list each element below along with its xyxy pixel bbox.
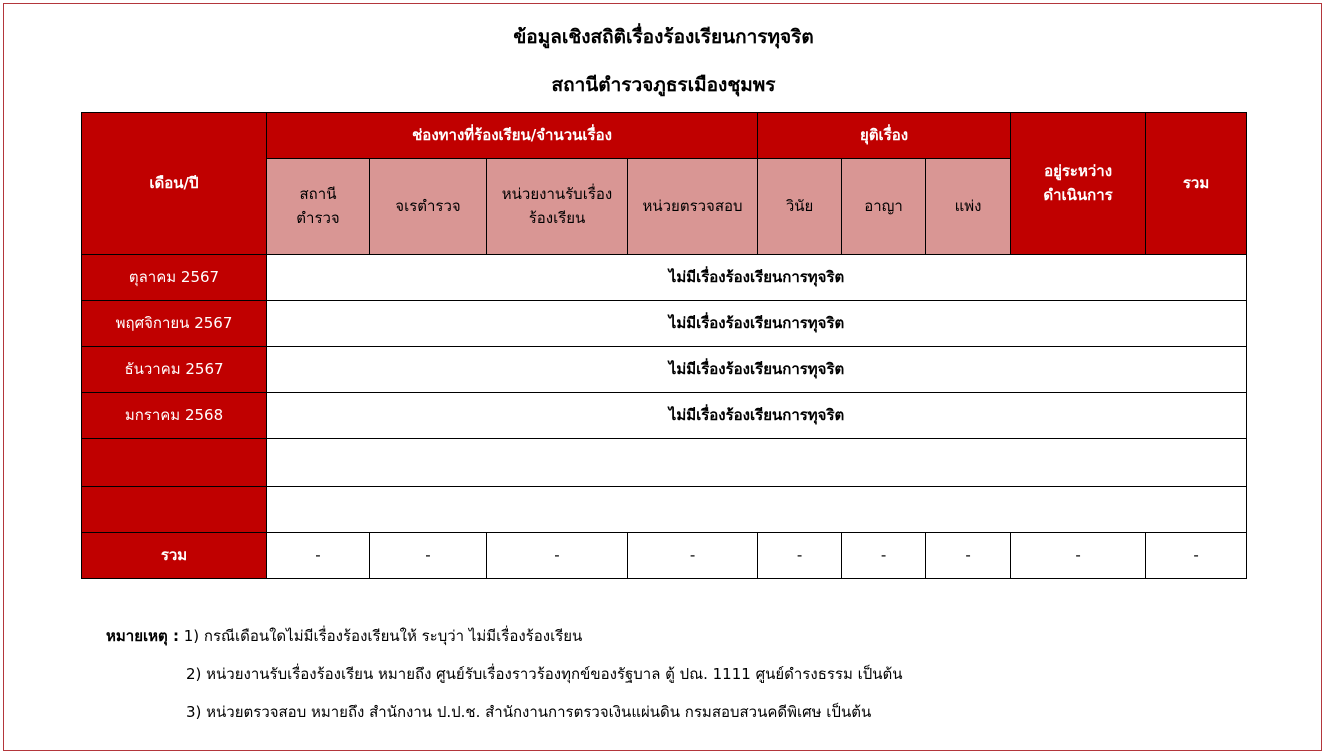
- total-cell: -: [370, 533, 487, 579]
- row-message: ไม่มีเรื่องร้องเรียนการทุจริต: [267, 255, 1247, 301]
- note-line-3: 3) หน่วยตรวจสอบ หมายถึง สำนักงาน ป.ป.ช. สำนักงานการตรวจเงินแผ่นดิน กรมสอบสวนคดีพิเศษ เป็นต้น: [186, 703, 872, 721]
- row-month: ธันวาคม 2567: [82, 347, 267, 393]
- subheader-audit-unit: หน่วยตรวจสอบ: [628, 159, 758, 255]
- total-cell: -: [758, 533, 842, 579]
- note-1-text: 1) กรณีเดือนใดไม่มีเรื่องร้องเรียนให้ ระบุว่า ไม่มีเรื่องร้องเรียน: [183, 627, 583, 645]
- row-message: ไม่มีเรื่องร้องเรียนการทุจริต: [267, 301, 1247, 347]
- row-month: [82, 487, 267, 533]
- header-resolved: ยุติเรื่อง: [758, 113, 1011, 159]
- header-complaint-channels: ช่องทางที่ร้องเรียน/จำนวนเรื่อง: [267, 113, 758, 159]
- total-cell: -: [487, 533, 628, 579]
- row-month: ตุลาคม 2567: [82, 255, 267, 301]
- subheader-discipline: วินัย: [758, 159, 842, 255]
- total-label: รวม: [82, 533, 267, 579]
- subheader-complaint-agency: หน่วยงานรับเรื่องร้องเรียน: [487, 159, 628, 255]
- total-cell: -: [1146, 533, 1247, 579]
- row-month: มกราคม 2568: [82, 393, 267, 439]
- row-month: พฤศจิกายน 2567: [82, 301, 267, 347]
- total-row: [82, 533, 1247, 579]
- row-message: [267, 487, 1247, 533]
- table-row: [82, 487, 1247, 533]
- total-cell: -: [1011, 533, 1146, 579]
- total-cell: -: [628, 533, 758, 579]
- note-line-2: 2) หน่วยงานรับเรื่องร้องเรียน หมายถึง ศูนย์รับเรื่องราวร้องทุกข์ของรัฐบาล ตู้ ปณ. 1111 ศูนย์ดำรงธรรม เป็นต้น: [186, 665, 903, 683]
- note-line-1: [106, 624, 582, 648]
- table-row: [82, 439, 1247, 487]
- header-in-progress: อยู่ระหว่างดำเนินการ: [1011, 113, 1146, 255]
- subheader-police-inspector: จเรตำรวจ: [370, 159, 487, 255]
- total-cell: -: [267, 533, 370, 579]
- table-row: [82, 255, 1247, 301]
- table-row: [82, 301, 1247, 347]
- total-cell: -: [842, 533, 926, 579]
- subheader-criminal: อาญา: [842, 159, 926, 255]
- page-title: ข้อมูลเชิงสถิติเรื่องร้องเรียนการทุจริต: [513, 26, 814, 48]
- table-row: [82, 393, 1247, 439]
- complaint-statistics-table: [81, 112, 1247, 579]
- row-month: [82, 439, 267, 487]
- row-message: ไม่มีเรื่องร้องเรียนการทุจริต: [267, 393, 1247, 439]
- row-message: [267, 439, 1247, 487]
- header-total: รวม: [1146, 113, 1247, 255]
- header-month: เดือน/ปี: [82, 113, 267, 255]
- row-message: ไม่มีเรื่องร้องเรียนการทุจริต: [267, 347, 1247, 393]
- subheader-police-station: สถานีตำรวจ: [267, 159, 370, 255]
- notes-label: หมายเหตุ :: [106, 627, 179, 645]
- page-subtitle: สถานีตำรวจภูธรเมืองชุมพร: [551, 74, 776, 96]
- table-row: [82, 347, 1247, 393]
- total-cell: -: [926, 533, 1011, 579]
- subheader-civil: แพ่ง: [926, 159, 1011, 255]
